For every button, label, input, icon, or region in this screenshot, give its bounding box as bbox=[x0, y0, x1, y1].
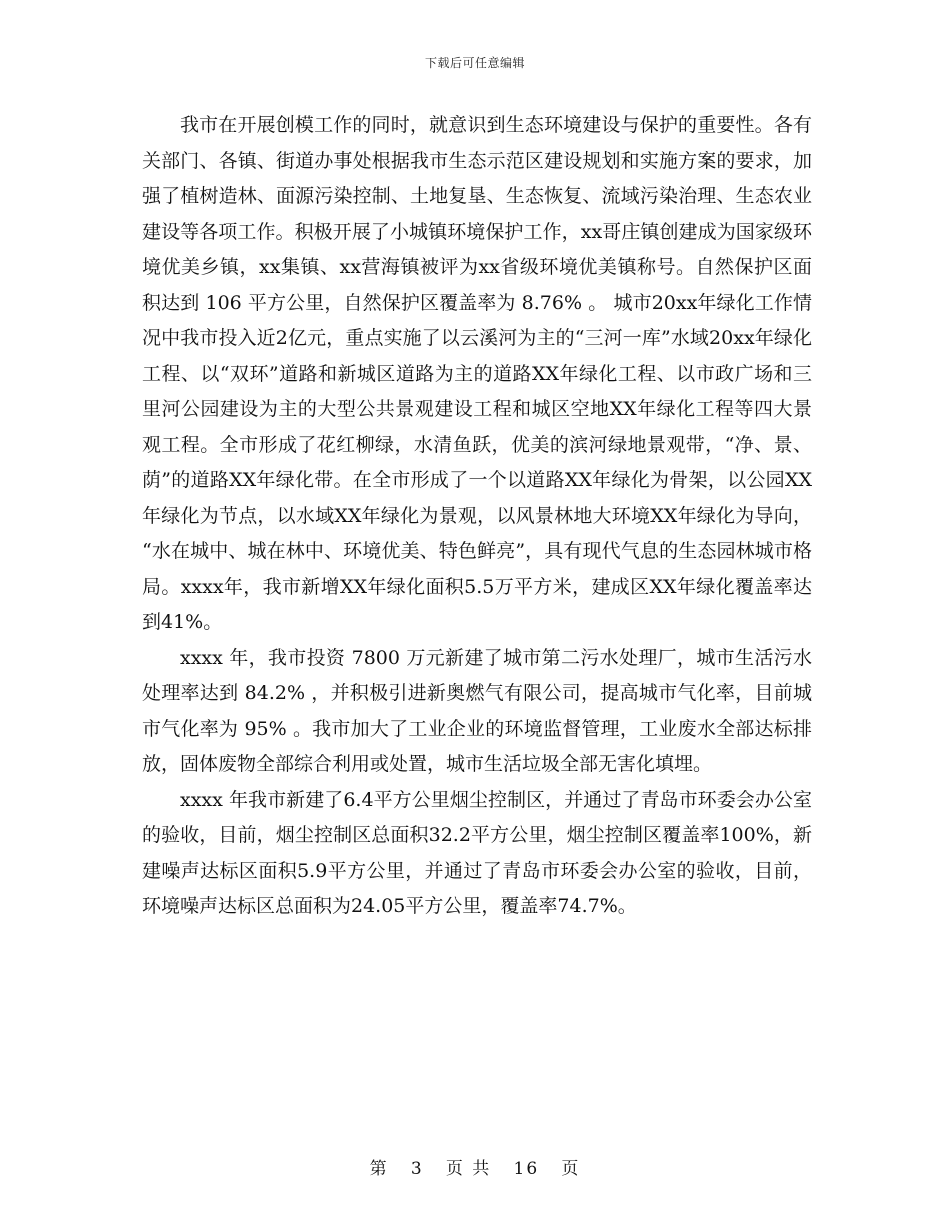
document-body bbox=[142, 108, 812, 925]
footer-total-pages: 16 bbox=[513, 1159, 540, 1179]
footer-middle: 页 共 bbox=[445, 1159, 492, 1179]
page-footer bbox=[0, 1154, 950, 1179]
paragraph-1: 我市在开展创模工作的同时，就意识到生态环境建设与保护的重要性。各有关部门、各镇、街道办事处根据我市生态示范区建设规划和实施方案的要求，加强了植树造林、面源污染控制、土地复垦、生态恢复、流域污染治理、生态农业建设等各项工作。积极开展了小城镇环境保护工作，xx哥庄镇创建成为国家级环境优美乡镇，xx集镇、xx营海镇被评为xx省级环境优美镇称号。自然保护区面积达到 106 平方公里，自然保护区覆盖率为 8.76% 。 城市20xx年绿化工作情况中我市投入近2亿元，重点实施了以云溪河为主的“三河一库”水域20xx年绿化工程、以“双环”道路和新城区道路为主的道路XX年绿化工程、以市政广场和三里河公园建设为主的大型公共景观建设工程和城区空地XX年绿化工程等四大景观工程。全市形成了花红柳绿，水清鱼跃，优美的滨河绿地景观带，“净、景、荫”的道路XX年绿化带。在全市形成了一个以道路XX年绿化为骨架，以公园XX年绿化为节点，以水域XX年绿化为景观，以风景林地大环境XX年绿化为导向，“水在城中、城在林中、环境优美、特色鲜亮”，具有现代气息的生态园林城市格局。xxxx年，我市新增XX年绿化面积5.5万平方米，建成区XX年绿化覆盖率达到41%。 bbox=[142, 114, 812, 633]
header-note: 下载后可任意编辑 bbox=[424, 56, 525, 70]
paragraph-3: xxxx 年我市新建了6.4平方公里烟尘控制区，并通过了青岛市环委会办公室的验收，目前，烟尘控制区总面积32.2平方公里，烟尘控制区覆盖率100%，新建噪声达标区面积5.9平方公里，并通过了青岛市环委会办公室的验收，目前，环境噪声达标区总面积为24.05平方公里，覆盖率74.7%。 bbox=[142, 788, 812, 917]
footer-prefix: 第 bbox=[369, 1159, 389, 1179]
paragraph-2: xxxx 年，我市投资 7800 万元新建了城市第二污水处理厂，城市生活污水处理率达到 84.2% ，并积极引进新奥燃气有限公司，提高城市气化率，目前城市气化率为 95% 。我市加大了工业企业的环境监督管理，工业废水全部达标排放，固体废物全部综合利用或处置，城市生活垃圾全部无害化填埋。 bbox=[142, 646, 812, 775]
footer-page-number: 3 bbox=[410, 1159, 424, 1179]
footer-suffix: 页 bbox=[561, 1159, 581, 1179]
